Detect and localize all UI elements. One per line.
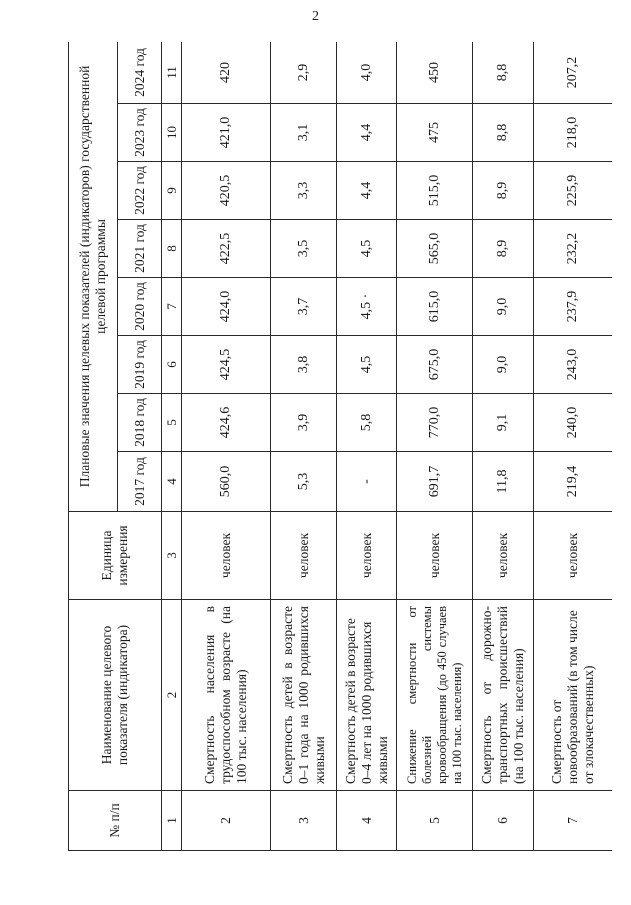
value-cell: 421,0 [182, 104, 271, 162]
indicator-name: Смертность от новообразований (в том числе от злокачественных) [534, 600, 612, 791]
value-cell: 237,9 [534, 278, 612, 336]
table-row [337, 42, 397, 851]
unit: человек [182, 512, 271, 600]
value-cell: 8,9 [473, 162, 534, 220]
value-cell: - [337, 452, 397, 512]
header-indicator-name: Наименование целевого показателя (индикатора) [69, 600, 162, 791]
value-cell: 3,5 [271, 220, 337, 278]
value-cell: 232,2 [534, 220, 612, 278]
table-row [534, 42, 612, 851]
value-cell: 691,7 [397, 452, 473, 512]
indicator-name: Смертность детей в возрасте 0–4 лет на 1000 родившихся живыми [337, 600, 397, 791]
value-cell: 219,4 [534, 452, 612, 512]
header-year: 2019 год [118, 336, 162, 394]
header-year: 2017 год [118, 452, 162, 512]
value-cell: 3,7 [271, 278, 337, 336]
header-year: 2021 год [118, 220, 162, 278]
value-cell: 8,8 [473, 42, 534, 104]
value-cell: 5,8 [337, 394, 397, 452]
row-number: 2 [182, 791, 271, 851]
column-number: 8 [162, 220, 182, 278]
value-cell: 2,9 [271, 42, 337, 104]
table-row [271, 42, 337, 851]
table-row [397, 42, 473, 851]
value-cell: 565,0 [397, 220, 473, 278]
value-cell: 4,5 [337, 220, 397, 278]
row-number: 7 [534, 791, 612, 851]
value-cell: 560,0 [182, 452, 271, 512]
column-number: 4 [162, 452, 182, 512]
value-cell: 3,3 [271, 162, 337, 220]
value-cell: 8,9 [473, 220, 534, 278]
column-number: 5 [162, 394, 182, 452]
column-number: 9 [162, 162, 182, 220]
value-cell: 5,3 [271, 452, 337, 512]
row-number: 4 [337, 791, 397, 851]
unit: человек [397, 512, 473, 600]
page-number: 2 [312, 9, 319, 24]
unit: человек [271, 512, 337, 600]
column-numbers-row [162, 42, 182, 851]
value-cell: 450 [397, 42, 473, 104]
indicator-name: Смертность от дорожно-транспортных происшествий (на 100 тыс. населения) [473, 600, 534, 791]
value-cell: 770,0 [397, 394, 473, 452]
value-cell: 475 [397, 104, 473, 162]
value-cell: 243,0 [534, 336, 612, 394]
indicator-name: Смертность населения в трудоспособном возрасте (на 100 тыс. населения) [182, 600, 271, 791]
unit: человек [337, 512, 397, 600]
column-number: 7 [162, 278, 182, 336]
header-year: 2024 год [118, 42, 162, 104]
rotated-table-area [68, 42, 612, 851]
value-cell: 4,4 [337, 162, 397, 220]
value-cell: 4,5 · [337, 278, 397, 336]
value-cell: 420 [182, 42, 271, 104]
value-cell: 4,5 [337, 336, 397, 394]
value-cell: 3,9 [271, 394, 337, 452]
value-cell: 207,2 [534, 42, 612, 104]
header-year: 2018 год [118, 394, 162, 452]
column-number: 10 [162, 104, 182, 162]
value-cell: 218,0 [534, 104, 612, 162]
column-number: 11 [162, 42, 182, 104]
value-cell: 422,5 [182, 220, 271, 278]
column-number: 3 [162, 512, 182, 600]
value-cell: 4,0 [337, 42, 397, 104]
value-cell: 615,0 [397, 278, 473, 336]
header-year: 2022 год [118, 162, 162, 220]
value-cell: 8,8 [473, 104, 534, 162]
header-planned-values: Плановые значения целевых показателей (индикаторов) государственной целевой программы [69, 42, 118, 512]
target-indicators-table [68, 42, 612, 851]
column-number: 2 [162, 600, 182, 791]
column-number: 6 [162, 336, 182, 394]
value-cell: 424,5 [182, 336, 271, 394]
indicator-name: Смертность детей в возрасте 0–1 года на 1000 родившихся живыми [271, 600, 337, 791]
unit: человек [534, 512, 612, 600]
value-cell: 3,8 [271, 336, 337, 394]
table-row [473, 42, 534, 851]
header-unit: Единица измерения [69, 512, 162, 600]
unit: человек [473, 512, 534, 600]
value-cell: 240,0 [534, 394, 612, 452]
indicator-name: Снижение смертности от болезней системы кровообращения (до 450 случаев на 100 тыс. населения) [397, 600, 473, 791]
value-cell: 9,0 [473, 278, 534, 336]
value-cell: 9,1 [473, 394, 534, 452]
value-cell: 420,5 [182, 162, 271, 220]
value-cell: 9,0 [473, 336, 534, 394]
row-number: 6 [473, 791, 534, 851]
row-number: 5 [397, 791, 473, 851]
value-cell: 675,0 [397, 336, 473, 394]
value-cell: 424,0 [182, 278, 271, 336]
header-year: 2023 год [118, 104, 162, 162]
value-cell: 515,0 [397, 162, 473, 220]
header-year: 2020 год [118, 278, 162, 336]
value-cell: 225,9 [534, 162, 612, 220]
value-cell: 11,8 [473, 452, 534, 512]
column-number: 1 [162, 791, 182, 851]
header-number: № п/п [69, 791, 162, 851]
value-cell: 3,1 [271, 104, 337, 162]
row-number: 3 [271, 791, 337, 851]
header-row-1 [69, 42, 118, 851]
table-row [182, 42, 271, 851]
value-cell: 424,6 [182, 394, 271, 452]
value-cell: 4,4 [337, 104, 397, 162]
